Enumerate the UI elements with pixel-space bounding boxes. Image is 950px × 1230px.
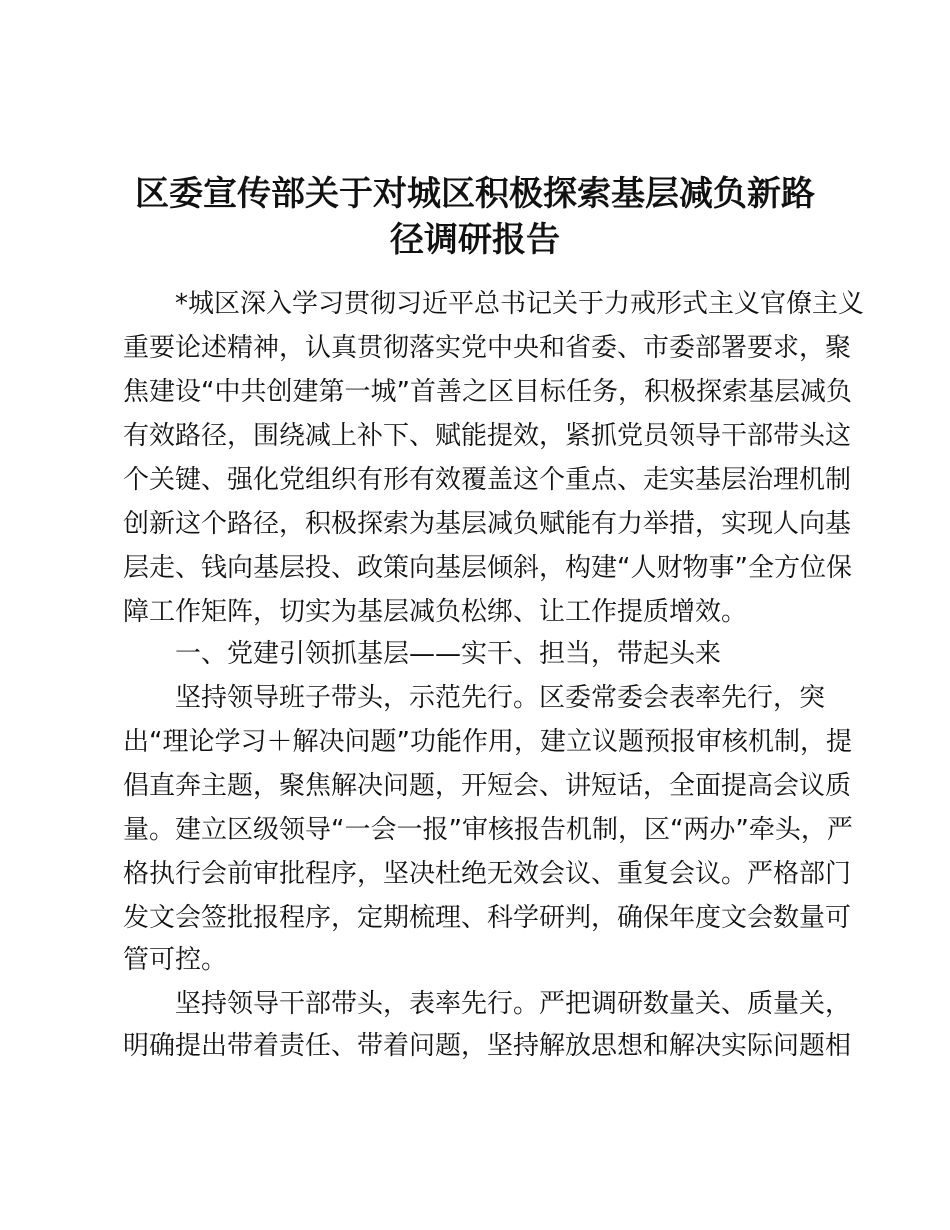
para3-line-1: 坚持领导干部带头，表率先行。严把调研数量关、质量关， (175, 989, 852, 1019)
section-heading-1: 一、党建引领抓基层——实干、担当，带起头来 (175, 639, 722, 669)
intro-line-5: 个关键、强化党组织有形有效覆盖这个重点、走实基层治理机制 (123, 465, 852, 495)
para2-line-6: 发文会签批报程序，定期梳理、科学研判，确保年度文会数量可 (123, 903, 852, 933)
document-title-line-1: 区委宣传部关于对城区积极探索基层减负新路 (135, 174, 815, 214)
document-title-line-2: 径调研报告 (390, 220, 560, 260)
intro-line-1: *城区深入学习贯彻习近平总书记关于力戒形式主义官僚主义 (175, 289, 865, 319)
para3-line-2: 明确提出带着责任、带着问题，坚持解放思想和解决实际问题相 (123, 1031, 852, 1061)
intro-line-7: 层走、钱向基层投、政策向基层倾斜，构建“人财物事”全方位保 (123, 553, 852, 583)
para2-line-2: 出“理论学习＋解决问题”功能作用，建立议题预报审核机制，提 (123, 727, 852, 757)
intro-line-2: 重要论述精神，认真贯彻落实党中央和省委、市委部署要求，聚 (123, 333, 852, 363)
intro-line-4: 有效路径，围绕减上补下、赋能提效，紧抓党员领导干部带头这 (123, 421, 852, 451)
para2-line-5: 格执行会前审批程序，坚决杜绝无效会议、重复会议。严格部门 (123, 859, 852, 889)
intro-line-3: 焦建设“中共创建第一城”首善之区目标任务，积极探索基层减负 (123, 377, 852, 407)
para2-line-3: 倡直奔主题，聚焦解决问题，开短会、讲短话，全面提高会议质 (123, 771, 852, 801)
para2-line-1: 坚持领导班子带头，示范先行。区委常委会表率先行，突 (175, 683, 826, 713)
intro-line-8: 障工作矩阵，切实为基层减负松绑、让工作提质增效。 (123, 597, 748, 627)
intro-line-6: 创新这个路径，积极探索为基层减负赋能有力举措，实现人向基 (123, 509, 852, 539)
para2-line-4: 量。建立区级领导“一会一报”审核报告机制，区“两办”牵头，严 (123, 815, 853, 845)
para2-line-7: 管可控。 (123, 945, 228, 975)
